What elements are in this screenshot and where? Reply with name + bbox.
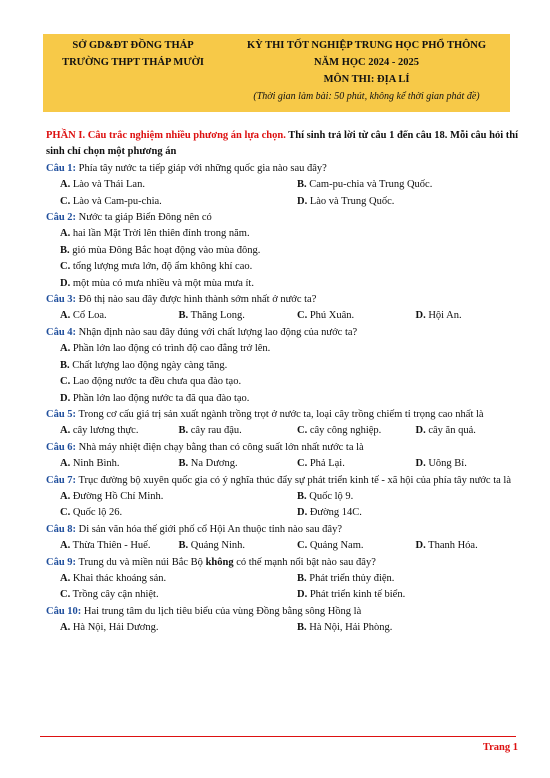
option-letter: A. — [60, 540, 71, 552]
answer-option — [46, 456, 165, 472]
question-1 — [46, 161, 520, 177]
answer-option — [165, 423, 284, 439]
answer-option — [283, 456, 402, 472]
option-text: gió mùa Đông Bắc hoạt động vào mùa đông. — [69, 244, 261, 256]
question-emphasis: không — [205, 556, 234, 568]
answer-options — [46, 341, 520, 407]
answer-options — [46, 489, 520, 522]
answer-option — [402, 308, 521, 324]
question-list — [46, 161, 520, 637]
option-letter: D. — [415, 540, 426, 552]
option-text: Khai thác khoáng sản. — [70, 572, 167, 584]
answer-options — [46, 538, 520, 554]
option-text: Quốc lộ 9. — [306, 490, 354, 502]
answer-option — [46, 341, 520, 357]
answer-options — [46, 226, 520, 292]
option-text: Cam-pu-chia và Trung Quốc. — [306, 179, 433, 191]
question-10 — [46, 604, 520, 620]
question-text: Nhận định nào sau đây đúng với chất lượng lao động của nước ta? — [76, 326, 358, 338]
answer-option — [402, 423, 521, 439]
exam-header — [43, 34, 510, 112]
exam-content — [46, 128, 520, 637]
option-text: Lào và Cam-pu-chia. — [70, 195, 162, 207]
answer-option — [402, 538, 521, 554]
page-number: Trang 1 — [482, 742, 518, 753]
question-text: Trung du và miền núi Bắc Bộ — [76, 556, 206, 568]
option-letter: C. — [60, 376, 71, 388]
option-letter: C. — [297, 310, 308, 322]
answer-option — [46, 358, 520, 374]
option-letter: C. — [60, 195, 71, 207]
question-number: Câu 2: — [46, 212, 77, 224]
option-letter: A. — [60, 572, 71, 584]
option-letter: A. — [60, 458, 71, 470]
option-letter: C. — [60, 589, 71, 601]
option-letter: C. — [60, 507, 71, 519]
option-letter: B. — [178, 425, 189, 437]
part-instruction-text: Thí sinh trả lời từ câu 1 đến câu 18. Mỗi câu hỏi thí sinh chỉ chọn một phương án — [46, 130, 519, 158]
part-instruction — [46, 128, 520, 161]
question-text: Trong cơ cấu giá trị sản xuất ngành trồng trọt ở nước ta, loại cây trồng chiếm tỉ trọng cao nhất là — [76, 408, 484, 420]
option-letter: A. — [60, 490, 71, 502]
answer-option — [165, 308, 284, 324]
question-text: Đô thị nào sau đây được hình thành sớm nhất ở nước ta? — [76, 294, 317, 306]
option-text: Phát triển kinh tế biển. — [307, 589, 406, 601]
option-letter: A. — [60, 622, 71, 634]
question-3 — [46, 292, 520, 308]
option-letter: D. — [297, 589, 308, 601]
answer-option — [46, 423, 165, 439]
answer-option — [283, 620, 520, 636]
option-text: Quốc lộ 26. — [70, 507, 123, 519]
question-number: Câu 3: — [46, 294, 77, 306]
answer-option — [165, 538, 284, 554]
option-text: Trồng cây cận nhiệt. — [70, 589, 159, 601]
option-text: Phả Lại. — [307, 458, 345, 470]
answer-option — [46, 489, 283, 505]
option-letter: A. — [60, 179, 71, 191]
question-number: Câu 9: — [46, 556, 77, 568]
footer-rule — [40, 736, 516, 737]
option-text: Hội An. — [425, 310, 462, 322]
answer-option — [283, 308, 402, 324]
option-text: Lao động nước ta đều chưa qua đào tạo. — [70, 376, 242, 388]
option-text: Uông Bí. — [425, 458, 467, 470]
question-text: Nhà máy nhiệt điện chạy bằng than có công suất lớn nhất nước ta là — [76, 441, 364, 453]
question-4 — [46, 325, 520, 341]
option-letter: A. — [60, 425, 71, 437]
option-text: Đường Hồ Chí Minh. — [70, 490, 164, 502]
option-text: Ninh Bình. — [70, 458, 120, 470]
option-text: cây công nghiệp. — [307, 425, 382, 437]
question-2 — [46, 210, 520, 226]
question-6 — [46, 440, 520, 456]
option-letter: C. — [297, 458, 308, 470]
answer-options — [46, 571, 520, 604]
subject: MÔN THI: ĐỊA LÍ — [323, 74, 410, 85]
answer-option — [46, 308, 165, 324]
answer-option — [165, 456, 284, 472]
option-text: Hà Nội, Hải Dương. — [70, 622, 159, 634]
option-letter: D. — [60, 392, 71, 404]
option-text: cây rau đậu. — [188, 425, 242, 437]
option-text: một mùa có mưa nhiều và một mùa mưa ít. — [70, 277, 254, 289]
department-name: SỞ GD&ĐT ĐỒNG THÁP — [72, 40, 194, 51]
option-text: Phần lớn lao động có trình độ cao đẳng trở lên. — [70, 343, 271, 355]
answer-option — [283, 571, 520, 587]
answer-options — [46, 308, 520, 324]
question-text: Nước ta giáp Biển Đông nên có — [76, 212, 212, 224]
school-year: NĂM HỌC 2024 - 2025 — [314, 57, 419, 68]
question-number: Câu 5: — [46, 408, 77, 420]
answer-option — [283, 489, 520, 505]
question-number: Câu 4: — [46, 326, 77, 338]
option-letter: B. — [178, 458, 189, 470]
option-text: Thăng Long. — [188, 310, 245, 322]
option-text: Chất lượng lao động ngày càng tăng. — [69, 359, 228, 371]
option-text: Hà Nội, Hải Phòng. — [306, 622, 393, 634]
answer-option — [46, 587, 283, 603]
answer-option — [402, 456, 521, 472]
question-text: Hai trung tâm du lịch tiêu biểu của vùng Đồng bằng sông Hồng là — [81, 605, 362, 617]
question-5 — [46, 407, 520, 423]
option-letter: A. — [60, 343, 71, 355]
question-9 — [46, 555, 520, 571]
answer-option — [46, 243, 520, 259]
question-number: Câu 7: — [46, 474, 77, 486]
option-letter: B. — [178, 540, 189, 552]
answer-option — [46, 538, 165, 554]
option-text: Phú Xuân. — [307, 310, 355, 322]
option-letter: B. — [60, 359, 70, 371]
answer-option — [283, 505, 520, 521]
answer-option — [46, 276, 520, 292]
option-text: Cổ Loa. — [70, 310, 107, 322]
school-name: TRƯỜNG THPT THÁP MƯỜI — [62, 57, 204, 68]
option-text: Quảng Ninh. — [188, 540, 246, 552]
option-letter: D. — [415, 458, 426, 470]
answer-option — [46, 226, 520, 242]
option-letter: D. — [60, 277, 71, 289]
answer-option — [46, 571, 283, 587]
answer-options — [46, 620, 520, 636]
question-text: có thế mạnh nổi bật nào sau đây? — [233, 556, 376, 568]
option-letter: C. — [297, 425, 308, 437]
option-text: cây ăn quả. — [425, 425, 476, 437]
question-number: Câu 8: — [46, 523, 77, 535]
exam-title-block — [223, 34, 510, 112]
option-letter: B. — [60, 244, 70, 256]
answer-option — [283, 538, 402, 554]
school-block — [43, 34, 223, 112]
option-letter: A. — [60, 228, 71, 240]
option-letter: D. — [297, 507, 308, 519]
answer-option — [46, 374, 520, 390]
option-text: Lào và Thái Lan. — [70, 179, 145, 191]
answer-option — [46, 505, 283, 521]
option-text: tổng lượng mưa lớn, độ ẩm không khí cao. — [70, 261, 253, 273]
option-letter: B. — [297, 490, 307, 502]
question-text: Di sản văn hóa thế giới phố cổ Hội An thuộc tỉnh nào sau đây? — [76, 523, 343, 535]
answer-option — [283, 194, 520, 210]
option-letter: B. — [178, 310, 189, 322]
option-text: Lào và Trung Quốc. — [307, 195, 395, 207]
question-number: Câu 10: — [46, 605, 82, 617]
option-letter: D. — [415, 310, 426, 322]
answer-option — [283, 423, 402, 439]
answer-option — [46, 259, 520, 275]
option-text: Phát triển thủy điện. — [306, 572, 395, 584]
answer-option — [46, 620, 283, 636]
option-text: Thanh Hóa. — [425, 540, 478, 552]
option-text: Thừa Thiên - Huế. — [70, 540, 151, 552]
answer-option — [283, 587, 520, 603]
question-number: Câu 6: — [46, 441, 77, 453]
question-text: Phía tây nước ta tiếp giáp với những quốc gia nào sau đây? — [76, 162, 327, 174]
answer-options — [46, 456, 520, 472]
option-letter: B. — [297, 622, 307, 634]
option-letter: D. — [297, 195, 308, 207]
part-title: PHẦN I. Câu trắc nghiệm nhiều phương án lựa chọn. — [46, 130, 286, 141]
answer-options — [46, 177, 520, 210]
answer-option — [46, 194, 283, 210]
exam-title: KỲ THI TỐT NGHIỆP TRUNG HỌC PHỔ THÔNG — [246, 40, 487, 51]
answer-option — [46, 177, 283, 193]
option-text: cây lương thực. — [70, 425, 139, 437]
option-letter: A. — [60, 310, 71, 322]
answer-options — [46, 423, 520, 439]
option-letter: B. — [297, 179, 307, 191]
question-7 — [46, 473, 520, 489]
time-note: (Thời gian làm bài: 50 phút, không kể thời gian phát đề) — [253, 91, 480, 102]
option-text: Đường 14C. — [307, 507, 362, 519]
option-text: hai lần Mặt Trời lên thiên đỉnh trong năm. — [70, 228, 250, 240]
option-text: Phần lớn lao động nước ta đã qua đào tạo. — [70, 392, 250, 404]
question-number: Câu 1: — [46, 162, 77, 174]
answer-option — [283, 177, 520, 193]
option-text: Na Dương. — [188, 458, 238, 470]
answer-option — [46, 391, 520, 407]
option-text: Quảng Nam. — [307, 540, 364, 552]
option-letter: C. — [60, 261, 71, 273]
question-8 — [46, 522, 520, 538]
question-text: Trục đường bộ xuyên quốc gia có ý nghĩa thúc đẩy sự phát triển kinh tế - xã hội của phía tây nước ta là — [76, 474, 512, 486]
option-letter: D. — [415, 425, 426, 437]
option-letter: C. — [297, 540, 308, 552]
option-letter: B. — [297, 572, 307, 584]
